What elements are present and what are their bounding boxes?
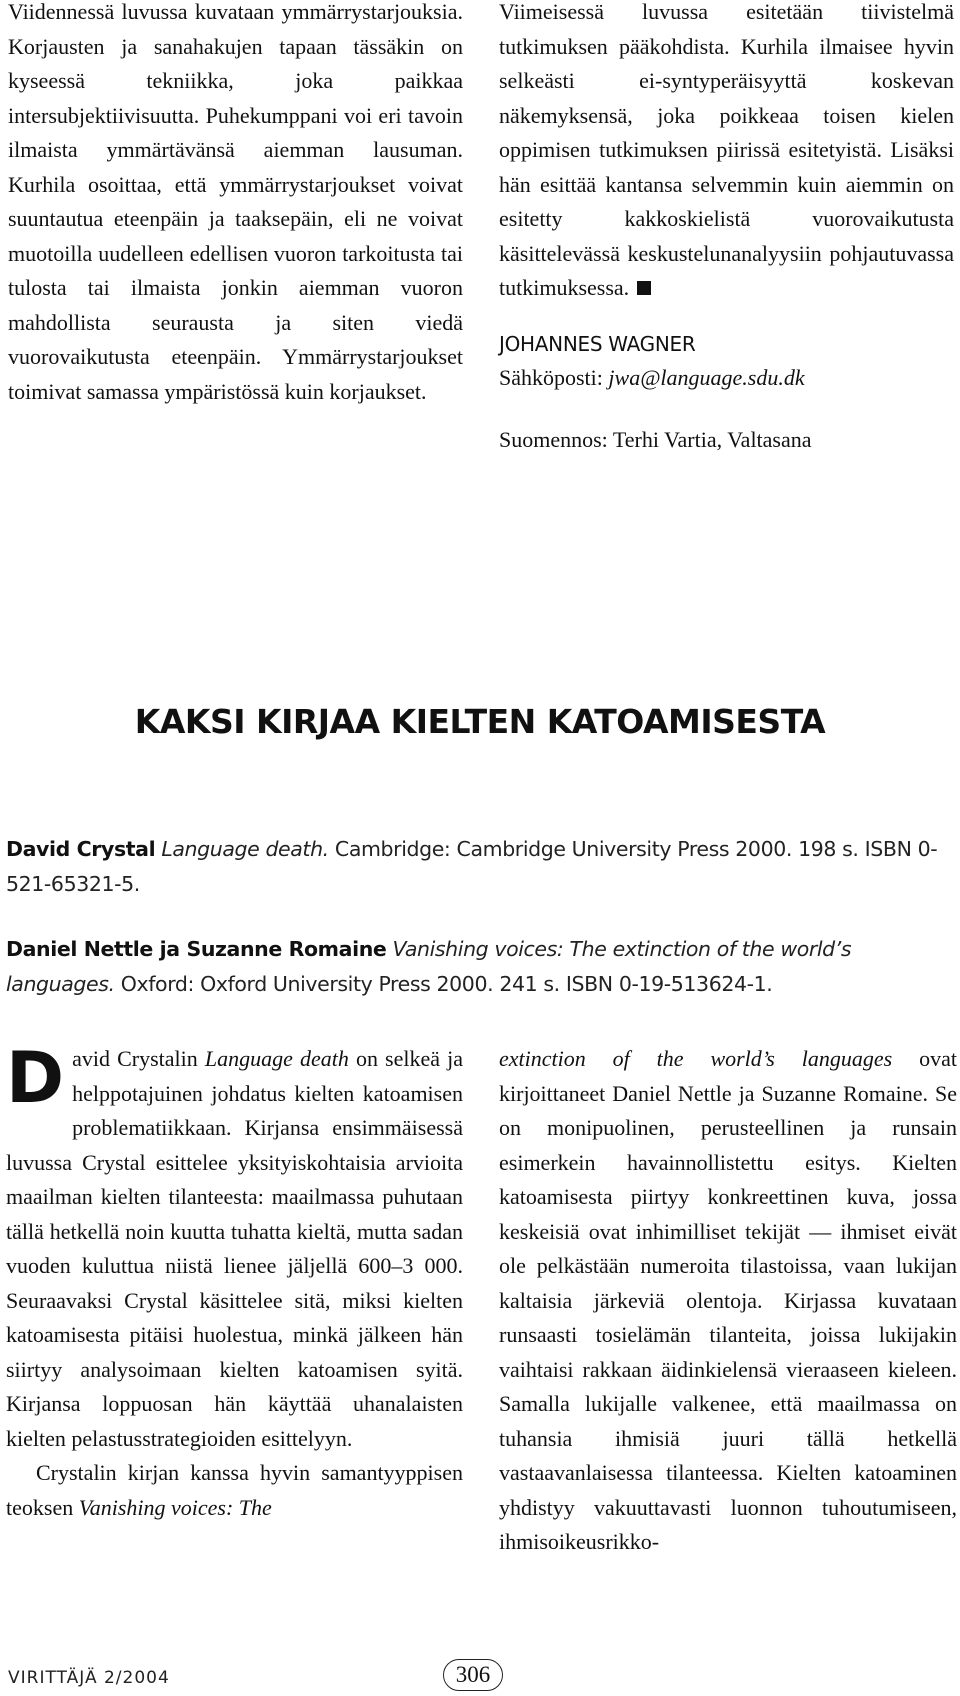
book-title-inline: extinction of the world’s languages	[499, 1046, 893, 1071]
final-chapter-text: Viimeisessä luvussa esitetään tiivistelmä tutkimuksen pääkohdista. Kurhila ilmaisee hyvin selkeästi ei-syntyperäisyyttä koskevan näkemyksensä, joka poikkeaa toisen kielen oppimisen tutkimuksen piirissä esitetyistä. Lisäksi hän esittää kantansa selvemmin kuin aiemmin on esitetty kakkoskielistä vuorovaikutusta käsittelevässä keskustelunanalyysiin pohjautuvassa tutkimuksessa.	[499, 0, 954, 300]
reference-author: Daniel Nettle ja Suzanne Romaine	[6, 937, 387, 961]
book-title-inline: Language death	[204, 1046, 349, 1071]
reviewer-email-line	[499, 361, 954, 395]
email-label: Sähköposti:	[499, 364, 609, 390]
paragraph-text: on selkeä ja helppotajuinen johdatus kielten katoamisen problematiikkaan. Kirjansa ensimmäisessä luvussa Crystal esittelee yksityiskohtaisia arvioita maailman kielten tilanteesta: maailmassa puhutaan tällä hetkellä noin kuutta tuhatta kieltä, mutta sadan vuoden kuluttua niistä lienee jäljellä 600–3 000. Seuraavaksi Crystal käsittelee sitä, miksi kielten katoamisesta pitäisi huolestua, minkä jälkeen hän siirtyy analysoimaan kielten katoamisen syitä. Kirjansa loppuosan hän käyttää uhanalaisten kielten pelastusstrategioiden esittelyyn.	[6, 1046, 463, 1451]
previous-review-right-column	[499, 0, 954, 457]
review-paragraph-2	[6, 1456, 463, 1525]
article-title: KAKSI KIRJAA KIELTEN KATOAMISESTA	[134, 702, 826, 741]
page-number-badge: 306	[443, 1659, 503, 1691]
reference-book-title: Language death.	[161, 837, 329, 861]
review-left-column	[6, 1037, 463, 1525]
paragraph-final-chapter	[499, 0, 954, 306]
translator-credit: Suomennos: Terhi Vartia, Valtasana	[499, 426, 812, 452]
book-reference-nettle-romaine	[6, 932, 956, 1002]
review-paragraph-1	[6, 1037, 463, 1456]
review-paragraph-2-continued	[499, 1042, 957, 1560]
paragraph-text: avid Crystalin	[72, 1046, 205, 1071]
book-title-inline: Vanishing voices: The	[78, 1494, 272, 1520]
drop-cap-letter: D	[6, 1037, 65, 1119]
reviewer-name: JOHANNES WAGNER	[499, 331, 696, 356]
book-reference-crystal	[6, 832, 956, 902]
reference-book-title: Vanishing voices: The extinction of the world’s languages.	[6, 937, 852, 996]
reference-details: Oxford: Oxford University Press 2000. 241 s. ISBN 0-19-513624-1.	[120, 972, 773, 996]
journal-footer: VIRITTÄJÄ 2/2004	[8, 1668, 170, 1688]
previous-review-left-column	[8, 0, 463, 409]
paragraph-text: Crystalin kirjan kanssa hyvin samantyyppisen teoksen	[6, 1460, 463, 1520]
email-address-link[interactable]: jwa@language.sdu.dk	[608, 364, 805, 390]
end-of-article-square-icon	[637, 281, 651, 295]
paragraph-chapter-five: Viidennessä luvussa kuvataan ymmärrystarjouksia. Korjausten ja sanahakujen tapaan tässäkin on kyseessä tekniikka, joka paikkaa intersubjektiivisuutta. Puhekumppani voi eri tavoin ilmaista ymmärtävänsä aiemman lausuman. Kurhila osoittaa, että ymmärrystarjoukset voivat suuntautua eteenpäin ja taaksepäin, eli ne voivat muotoilla uudelleen edellisen vuoron tarkoitusta tai tulosta tai ilmaista jonkin aiemman vuoron mahdollista seurausta ja siten viedä vuorovaikutusta eteenpäin. Ymmärrystarjoukset toimivat samassa ympäristössä kuin korjaukset.	[8, 0, 463, 404]
paragraph-text: ovat kirjoittaneet Daniel Nettle ja Suzanne Romaine. Se on monipuolinen, perusteellinen ja runsain esimerkein havainnollistettu esitys. Kielten katoamisesta piirtyy konkreettinen kuva, jossa keskeisiä ovat inhimilliset tekijät — ihmiset eivät ole pelkästään numeroita tilastoissa, vaan lukijan kaltaisia järkeviä olentoja. Kirjassa kuvataan runsaasti tosielämän tilanteita, joissa lukijakin vaihtaisi rakkaan äidinkielensä vieraaseen kieleen. Samalla lukijalle valkenee, että maailmassa on tuhansia ihmisiä juuri tällä hetkellä vastaavanlaisessa tilanteessa. Kielten katoaminen yhdistyy vakuuttavasti luonnon tuhoutumiseen, ihmisoikeusrikko-	[499, 1046, 957, 1554]
reference-details: Cambridge: Cambridge University Press 2000. 198 s. ISBN 0-521-65321-5.	[6, 837, 938, 896]
review-right-column	[499, 1042, 957, 1560]
reference-author: David Crystal	[6, 837, 156, 861]
